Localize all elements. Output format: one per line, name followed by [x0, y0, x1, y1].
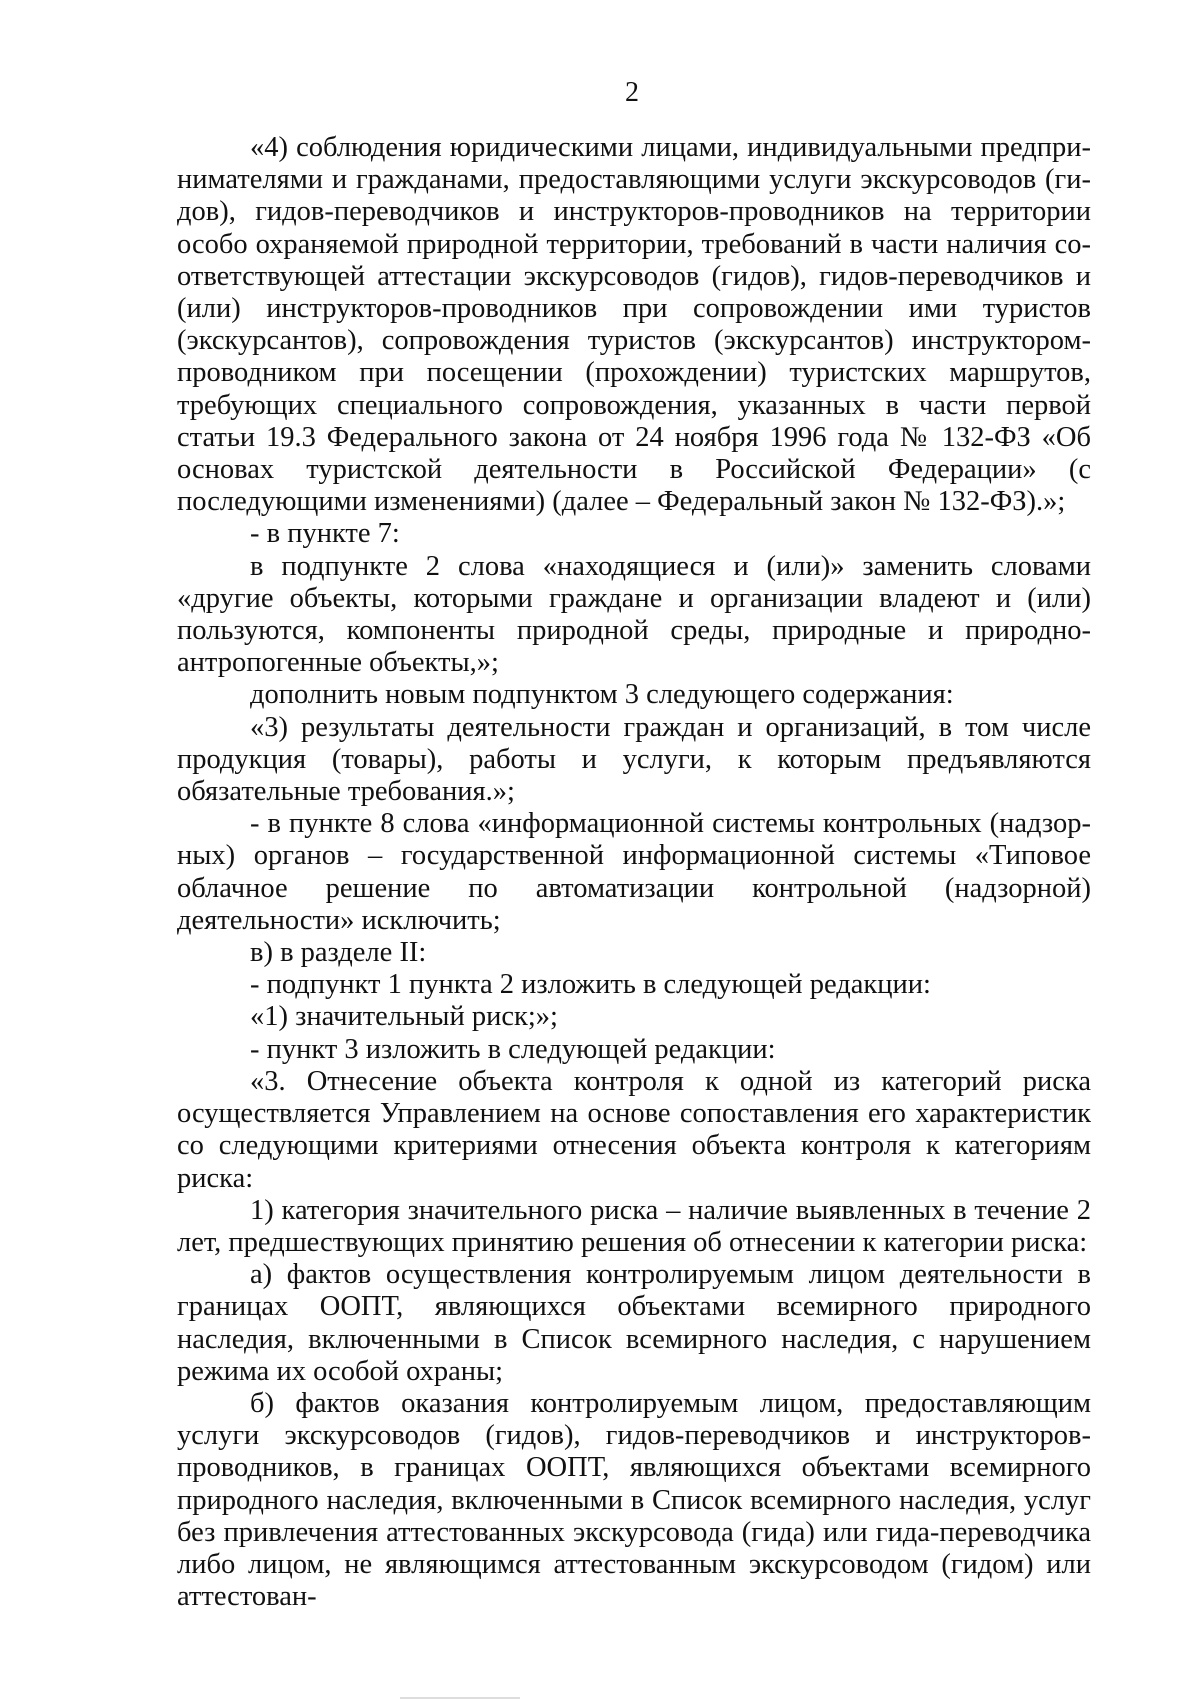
paragraph-subpoint-3-text: «3) результаты деятельности граждан и организаций, в том числе продукция (товары), работы и услуги, к которым предъявляются обязательные требования.»; — [177, 711, 1091, 808]
paragraph-subitem-a: а) фактов осуществления контролируемым лицом деятельности в границах ООПТ, являющихся объектами всемирного природного наследия, включенными в Список всемирного наследия, с нарушением режима их особой охраны; — [177, 1259, 1091, 1387]
document-body — [177, 132, 1091, 1613]
paragraph-subpoint-1-point-2: - подпункт 1 пункта 2 изложить в следующей редакции: — [250, 969, 931, 1001]
paragraph-section-2: в) в разделе II: — [250, 937, 427, 969]
paragraph-add-subpoint-3: дополнить новым подпунктом 3 следующего содержания: — [250, 679, 954, 711]
paragraph-subpoint-2-replace: в подпункте 2 слова «находящиеся и (или)» заменить словами «другие объекты, которыми граждане и организации владеют и (или) пользуются, компоненты природной среды, природные и природно-антропогенные объекты,»; — [177, 550, 1091, 679]
paragraph-point-8: - в пункте 8 слова «информационной системы контрольных (надзорных) органов – государственной информационной системы «Типовое облачное решение по автоматизации контрольной (надзорной) деятельности» исключить; — [177, 808, 1091, 936]
paragraph-risk-category: 1) категория значительного риска – наличие выявленных в течение 2 лет, предшествующих принятию решения об отнесении к категории риска: — [177, 1194, 1091, 1258]
paragraph-point-7: - в пункте 7: — [250, 518, 400, 550]
paragraph-point-3-text: «3. Отнесение объекта контроля к одной из категорий риска осуществляется Управлением на основе сопоставления его характеристик со следующими критериями отнесения объекта контроля к категориям риска: — [177, 1065, 1091, 1194]
paragraph-item-4: «4) соблюдения юридическими лицами, индивидуальными предпринимателями и гражданами, предоставляющими услуги экскурсоводов (гидов), гидов-переводчиков и инструкторов-проводников на территории особо охраняемой природной территории, требований в части наличия соответствующей аттестации экскурсоводов (гидов), гидов-переводчиков и (или) инструкторов-проводников при сопровождении ими туристов (экскурсантов), сопровождения туристов (экскурсантов) инструктором-проводником при посещении (прохождении) туристских маршрутов, требующих специального сопровождения, указанных в части первой статьи 19.3 Федерального закона от 24 ноября 1996 года № 132-ФЗ «Об основах туристской деятельности в Российской Федерации» (с последующими изменениями) (далее – Федеральный закон № 132-ФЗ).»; — [177, 132, 1091, 518]
paragraph-subitem-b: б) фактов оказания контролируемым лицом, предоставляющим услуги экскурсоводов (гидов), гидов-переводчиков и инструкторов-проводников, в границах ООПТ, являющихся объектами всемирного природного наследия, включенными в Список всемирного наследия, услуг без привлечения аттестованных экскурсовода (гида) или гида-переводчика либо лицом, не являющимся аттестованным экскурсоводом (гидом) или аттестован- — [177, 1387, 1091, 1613]
paragraph-significant-risk: «1) значительный риск;»; — [250, 1001, 558, 1033]
paragraph-point-3: - пункт 3 изложить в следующей редакции: — [250, 1033, 776, 1065]
page-number: 2 — [625, 77, 639, 108]
scan-artifact-line — [400, 1697, 520, 1699]
